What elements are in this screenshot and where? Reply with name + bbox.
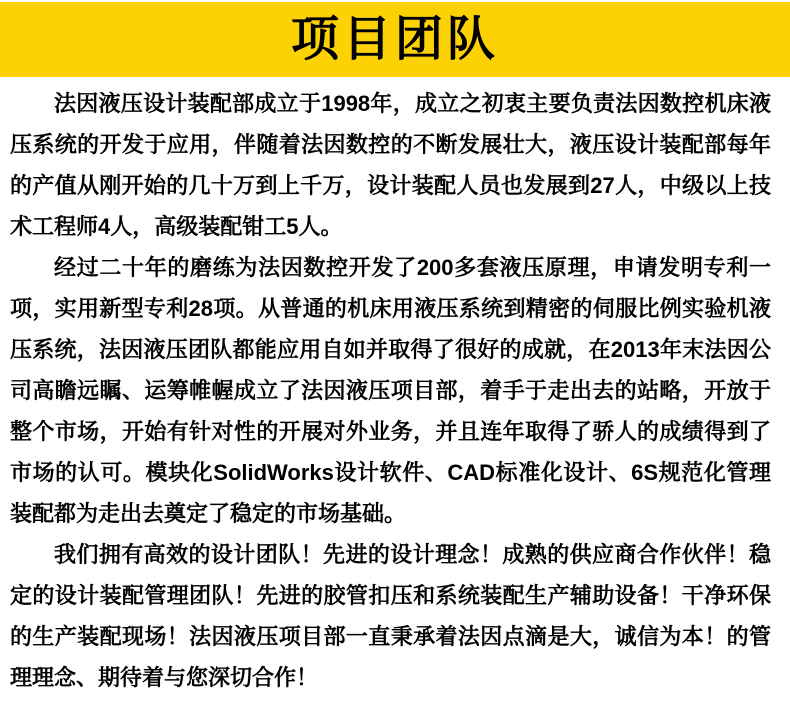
paragraph-team-promise: 我们拥有高效的设计团队！先进的设计理念！成熟的供应商合作伙伴！稳定的设计装配管理团队！先进的胶管扣压和系统装配生产辅助设备！干净环保的生产装配现场！法因液压项目部一直秉承着法因点滴是大，诚信为本！的管理理念、期待着与您深切合作！ [10, 542, 771, 690]
paragraph-intro: 法因液压设计装配部成立于1998年，成立之初衷主要负责法因数控机床液压系统的开发于应用，伴随着法因数控的不断发展壮大，液压设计装配部每年的产值从刚开始的几十万到上千万，设计装配人员也发展到27人，中级以上技术工程师4人，高级装配钳工5人。 [10, 91, 771, 239]
header-banner [0, 0, 790, 77]
paragraph-history: 经过二十年的磨练为法因数控开发了200多套液压原理，申请发明专利一项，实用新型专利28项。从普通的机床用液压系统到精密的伺服比例实验机液压系统，法因液压团队都能应用自如并取得了很好的成就，在2013年末法因公司高瞻远瞩、运筹帷幄成立了法因液压项目部，着手于走出去的站略，开放于整个市场，开始有针对性的开展对外业务，并且连年取得了骄人的成绩得到了市场的认可。模块化SolidWorks设计软件、CAD标准化设计、6S规范化管理装配都为走出去奠定了稳定的市场基础。 [10, 255, 771, 526]
page-title: 项目团队 [290, 12, 499, 66]
body-text [0, 77, 790, 698]
